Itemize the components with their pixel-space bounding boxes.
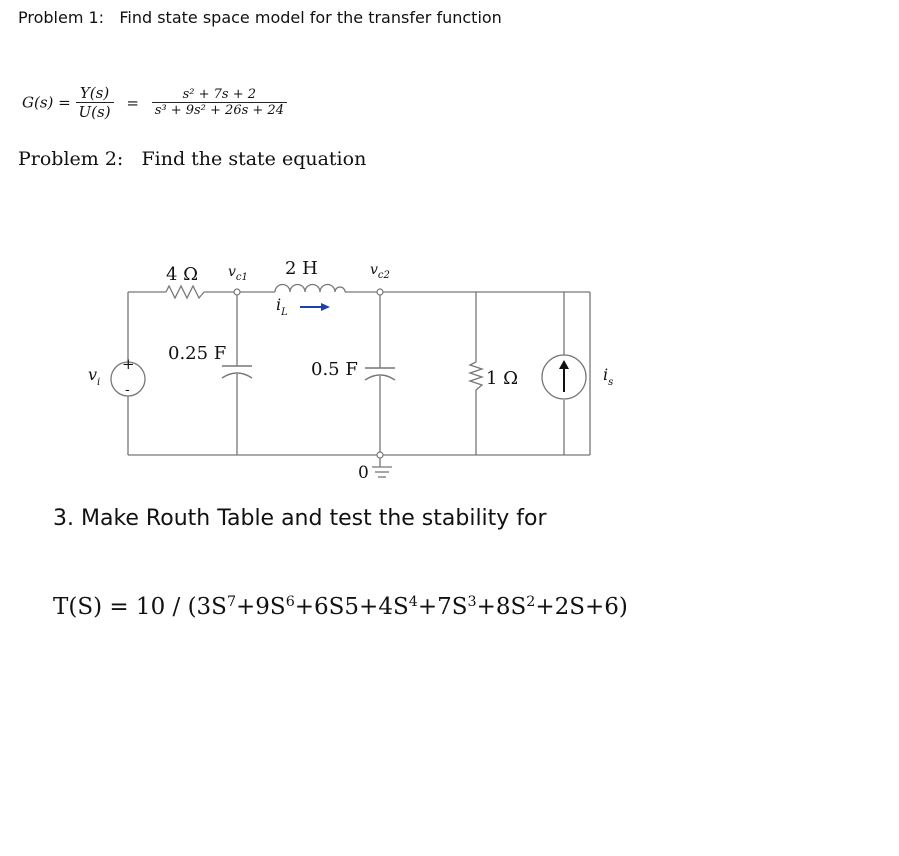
vc1-subscript: c1 xyxy=(235,272,248,283)
ground-label: 0 xyxy=(358,463,369,483)
fraction-u-denominator: U(s) xyxy=(78,103,111,121)
fraction-polynomial xyxy=(152,87,287,118)
vc2-subscript: c2 xyxy=(377,270,390,281)
problem-3-heading: 3. Make Routh Table and test the stability for xyxy=(53,506,547,531)
tf-part-5: +2S+6) xyxy=(535,594,628,620)
is-label xyxy=(603,365,613,388)
problem-2-text: Find the state equation xyxy=(141,148,367,170)
resistor-4-ohm xyxy=(166,286,204,298)
vc2-label xyxy=(370,262,390,281)
inductor-label: 2 H xyxy=(285,258,318,279)
ground-symbol xyxy=(372,458,392,477)
c1-label: 0.25 F xyxy=(168,343,227,364)
tf-exp-6: 6 xyxy=(285,594,295,611)
circuit-wires xyxy=(128,292,590,455)
il-label xyxy=(276,295,288,318)
problem-2-heading xyxy=(18,148,366,170)
circuit-diagram xyxy=(75,245,635,490)
node-ground xyxy=(377,452,383,458)
tf-part-lhs: T(S) = 10 / (3S xyxy=(53,594,227,620)
routh-transfer-function xyxy=(53,594,628,620)
problem-1-label: Problem 1: xyxy=(18,8,105,27)
il-subscript: L xyxy=(281,307,288,318)
r1-label: 4 Ω xyxy=(166,264,199,285)
equation-equals: = xyxy=(126,93,139,112)
inductor-2h xyxy=(275,285,345,293)
is-letter: i xyxy=(603,365,609,384)
il-letter: i xyxy=(276,295,282,314)
resistor-1-ohm xyxy=(470,362,482,390)
fraction-y-over-u xyxy=(76,84,114,121)
is-subscript: s xyxy=(608,377,614,388)
vc1-label xyxy=(228,264,248,283)
vi-letter: v xyxy=(88,365,98,384)
c2-label: 0.5 F xyxy=(311,359,358,380)
tf-exp-7: 7 xyxy=(226,594,237,611)
tf-part-1: +9S xyxy=(236,594,286,620)
r2-label: 1 Ω xyxy=(486,368,519,389)
problem-2-label: Problem 2: xyxy=(18,148,124,170)
vi-label xyxy=(88,365,100,388)
vc1-letter: v xyxy=(228,264,236,280)
problem-1-text: Find state space model for the transfer function xyxy=(119,8,502,27)
problem-1-heading xyxy=(18,8,502,27)
node-vc1 xyxy=(234,289,240,295)
tf-exp-3: 3 xyxy=(467,594,477,611)
vi-subscript: i xyxy=(97,377,101,388)
polynomial-numerator: s² + 7s + 2 xyxy=(152,87,287,103)
tf-part-2: +6S5+4S xyxy=(294,594,409,620)
equation-lhs: G(s) = xyxy=(22,93,71,112)
fraction-y-numerator: Y(s) xyxy=(76,84,114,103)
il-arrow xyxy=(300,303,330,311)
tf-part-4: +8S xyxy=(476,594,527,620)
tf-part-3: +7S xyxy=(417,594,468,620)
tf-exp-2: 2 xyxy=(526,594,536,611)
polynomial-denominator: s³ + 9s² + 26s + 24 xyxy=(154,103,284,118)
vc2-letter: v xyxy=(370,262,378,278)
node-vc2 xyxy=(377,289,383,295)
source-minus-sign: - xyxy=(125,382,130,398)
source-plus-sign: + xyxy=(122,355,135,373)
tf-exp-4: 4 xyxy=(408,594,418,611)
transfer-function-equation xyxy=(22,84,342,136)
